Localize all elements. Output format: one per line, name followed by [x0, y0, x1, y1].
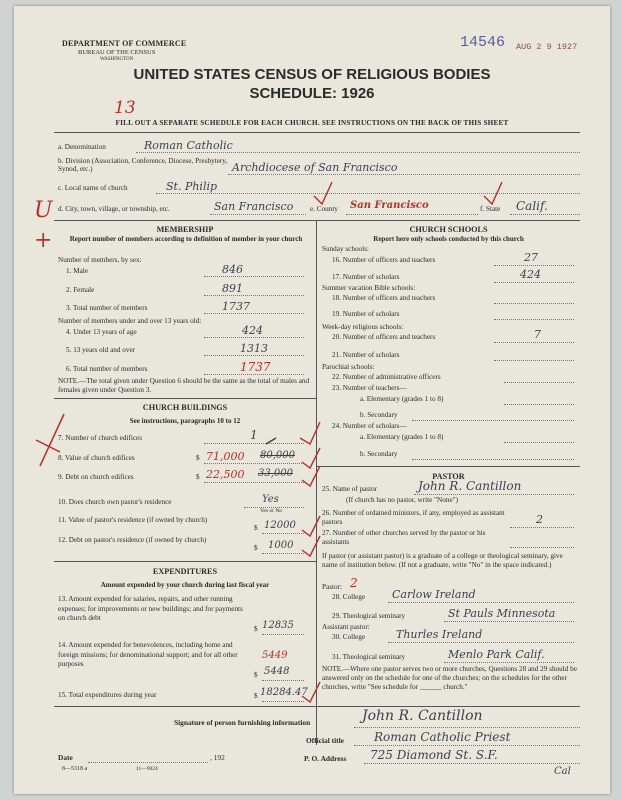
address-label: P. O. Address	[304, 754, 347, 763]
q7-value: 1	[250, 428, 258, 442]
q8-label: 8. Value of church edifices	[58, 454, 135, 462]
q1-value: 846	[222, 263, 243, 276]
q16-label: 16. Number of officers and teachers	[332, 256, 436, 264]
division-label: b. Division (Association, Conference, Diocese, Presbytery, Synod, etc.)	[58, 157, 228, 173]
q15-label: 15. Total expenditures during year	[58, 691, 157, 699]
q13-label: 13. Amount expended for salaries, repairs, and other running expenses; for improvements or new buildings; and for payments on church debt	[58, 595, 243, 622]
membership-note: NOTE.—The total given under Question 6 should be the same as the total of males and females given under Question 3.	[58, 377, 310, 394]
handwritten-number: 13	[114, 98, 136, 118]
q9-label: 9. Debt on church edifices	[58, 473, 134, 481]
q25-value: John R. Cantillon	[418, 479, 522, 493]
vacation-label: Summer vacation Bible schools:	[322, 284, 416, 292]
q15-value: 18284.47	[260, 687, 308, 698]
city-label: WASHINGTON	[100, 57, 134, 62]
department-label: DEPARTMENT OF COMMERCE	[62, 39, 187, 48]
q15-dollar: $	[254, 692, 258, 700]
q17-label: 17. Number of scholars	[332, 273, 400, 281]
signature-value: John R. Cantillon	[362, 708, 483, 724]
buildings-intro: See instructions, paragraphs 10 to 12	[129, 417, 241, 425]
q12-value: 1000	[268, 540, 294, 551]
parochial-label: Parochial schools:	[322, 363, 375, 371]
weekday-label: Week-day religious schools:	[322, 323, 404, 331]
q9-dollar: $	[196, 473, 200, 481]
q28-value: Carlow Ireland	[392, 588, 476, 601]
q31-label: 31. Theological seminary	[332, 653, 406, 661]
membership-title: MEMBERSHIP	[156, 225, 214, 234]
stamp-date: AUG 2 9 1927	[516, 42, 578, 52]
q12-label: 12. Debt on pastor's residence (if owned by church)	[58, 536, 207, 544]
q23-label: 23. Number of teachers—	[332, 384, 407, 392]
q16-value: 27	[524, 251, 538, 264]
q24a-label: a. Elementary (grades 1 to 8)	[360, 433, 444, 441]
grad-note: If pastor (or assistant pastor) is a graduate of a college or theological seminary, give name of institution below. (If not a graduate, write "No" in the space indicated.)	[322, 552, 563, 569]
q6-label: 6. Total number of members	[66, 365, 148, 373]
q4-value: 424	[242, 324, 263, 337]
assistant-sublabel: Assistant pastor:	[322, 623, 370, 631]
q4-label: 4. Under 13 years of age	[66, 328, 137, 336]
q25-hint: (If church has no pastor, write "None")	[346, 496, 458, 504]
schedule-title: SCHEDULE: 1926	[249, 85, 375, 102]
q11-dollar: $	[254, 524, 258, 532]
expenditures-title: EXPENDITURES	[152, 567, 218, 576]
q13-value: 12835	[262, 620, 294, 631]
q17-value: 424	[520, 268, 541, 281]
pastor-sublabel: Pastor:	[322, 583, 342, 591]
q31-value: Menlo Park Calif.	[448, 648, 545, 661]
sunday-label: Sunday schools:	[322, 245, 369, 253]
q9-struck-value: 33,000	[258, 468, 293, 479]
q26-value: 2	[536, 513, 543, 526]
q21-label: 21. Number of scholars	[332, 351, 400, 359]
q23b-label: b. Secondary	[360, 411, 398, 419]
pastor-mark: 2	[350, 576, 358, 590]
q2-value: 891	[222, 282, 243, 295]
denomination-value: Roman Catholic	[144, 139, 233, 152]
q8-value: 71,000	[206, 450, 245, 463]
division-value: Archdiocese of San Francisco	[232, 161, 398, 174]
q10-value: Yes	[262, 494, 279, 505]
form-code: 8—5318 a	[62, 766, 88, 772]
q11-value: 12000	[264, 520, 296, 531]
city-town-value: San Francisco	[214, 200, 294, 213]
address-value-2: Cal	[554, 766, 571, 777]
city-town-label: d. City, town, village, or township, etc.	[58, 205, 170, 213]
signature-label: Signature of person furnishing information	[174, 718, 311, 727]
schools-intro: Report here only schools conducted by this church	[373, 235, 524, 243]
membership-intro: Report number of members according to definition of member in your church	[69, 235, 303, 243]
bureau-label: BUREAU OF THE CENSUS	[78, 49, 156, 56]
q12-dollar: $	[254, 544, 258, 552]
q8-dollar: $	[196, 454, 200, 462]
q1-label: 1. Male	[66, 267, 88, 275]
q14-label: 14. Amount expended for benevolences, including home and foreign missions; for denominational support; and for all other purposes	[58, 641, 238, 668]
address-value: 725 Diamond St. S.F.	[370, 748, 498, 762]
q30-value: Thurles Ireland	[396, 628, 483, 641]
q20-label: 20. Number of officers and teachers	[332, 333, 436, 341]
q19-label: 19. Number of scholars	[332, 310, 400, 318]
census-schedule-sheet	[14, 6, 610, 794]
expenditures-intro: Amount expended by your church during last fiscal year	[100, 581, 270, 589]
date-label: Date	[58, 753, 73, 762]
county-value: San Francisco	[350, 200, 429, 211]
q24b-label: b. Secondary	[360, 450, 398, 458]
buildings-title: CHURCH BUILDINGS	[142, 403, 228, 412]
q5-label: 5. 13 years old and over	[66, 346, 136, 354]
local-name-value: St. Philip	[166, 180, 218, 193]
q3-label: 3. Total number of members	[66, 304, 148, 312]
denomination-label: a. Denomination	[58, 143, 106, 151]
by-sex-label: Number of members, by sex:	[58, 256, 142, 264]
q27-label: 27. Number of other churches served by the pastor or his assistants	[322, 529, 486, 546]
q26-label: 26. Number of ordained ministers, if any, employed as assistant pastors	[322, 509, 505, 526]
q7-label: 7. Number of church edifices	[58, 434, 143, 442]
form-title: UNITED STATES CENSUS OF RELIGIOUS BODIES	[133, 66, 491, 83]
q29-label: 29. Theological seminary	[332, 612, 406, 620]
schools-title: CHURCH SCHOOLS	[409, 225, 488, 234]
official-title-value: Roman Catholic Priest	[374, 730, 511, 744]
print-code: 11—9024	[136, 766, 158, 772]
q9-value: 22,500	[206, 468, 245, 481]
q29-value: St Pauls Minnesota	[448, 607, 556, 620]
q14-dollar: $	[254, 671, 258, 679]
q3-value: 1737	[222, 300, 250, 313]
q8-struck-value: 80,000	[260, 450, 295, 461]
q13-dollar: $	[254, 625, 258, 633]
q14-value: 5448	[264, 666, 290, 677]
pastor-note: NOTE.—Where one pastor serves two or more churches, Questions 28 and 29 should be answered only on the schedule for one of the churches; on the schedules for the other churches, write "See schedule for ______ church."	[322, 665, 577, 691]
q25-label: 25. Name of pastor	[322, 485, 378, 493]
q22-label: 22. Number of administrative officers	[332, 373, 441, 381]
county-label: e. County	[310, 205, 338, 213]
red-check-marks	[14, 6, 610, 794]
pastor-title: PASTOR	[432, 472, 465, 481]
official-title-label: Official title	[306, 736, 344, 745]
q28-label: 28. College	[332, 593, 366, 601]
local-name-label: c. Local name of church	[58, 184, 128, 192]
q2-label: 2. Female	[66, 286, 95, 294]
q10-hint: Yes or No	[260, 508, 283, 514]
state-label: f. State	[480, 205, 501, 213]
q18-label: 18. Number of officers and teachers	[332, 294, 436, 302]
q14-note: 5449	[262, 650, 288, 661]
instructions-line: FILL OUT A SEPARATE SCHEDULE FOR EACH CHURCH. SEE INSTRUCTIONS ON THE BACK OF THIS SHEET	[115, 119, 509, 127]
state-value: Calif.	[516, 199, 548, 213]
q6-value: 1737	[240, 360, 271, 374]
q10-label: 10. Does church own pastor's residence	[58, 498, 172, 506]
q30-label: 30. College	[332, 633, 366, 641]
q24-label: 24. Number of scholars—	[332, 422, 407, 430]
q11-label: 11. Value of pastor's residence (if owned by church)	[58, 516, 208, 524]
q20-value: 7	[534, 328, 541, 341]
under-over-label: Number of members under and over 13 years old:	[58, 317, 202, 325]
stamp-number: 14546	[460, 34, 506, 51]
q23a-label: a. Elementary (grades 1 to 8)	[360, 395, 444, 403]
date-year: , 192	[210, 753, 225, 762]
q5-value: 1313	[240, 342, 268, 355]
margin-mark: U +	[34, 198, 53, 253]
